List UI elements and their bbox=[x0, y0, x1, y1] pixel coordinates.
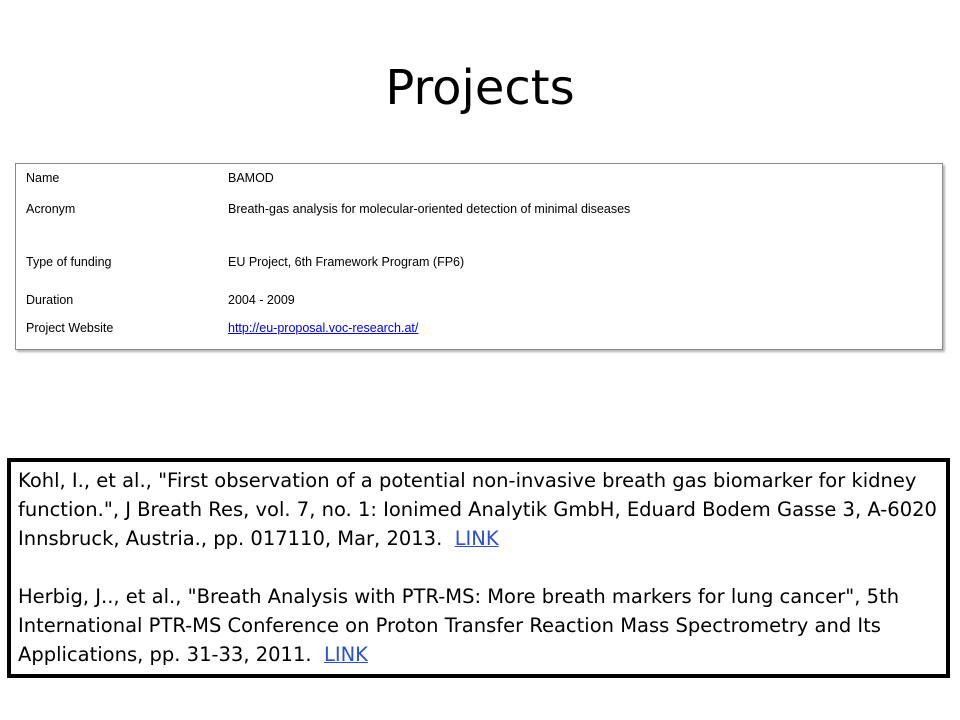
reference-item bbox=[18, 466, 946, 553]
row-value: BAMOD bbox=[228, 171, 274, 185]
row-label: Type of funding bbox=[26, 255, 112, 269]
reference-text: Kohl, I., et al., "First observation of a potential non-invasive breath gas biomarker for kidney function.", J Breath Res, vol. 7, no. 1: Ionimed Analytik GmbH, Eduard Bodem Gasse 3, A-6020 Innsbruck, Austria., pp. 017110, Mar, 2013. bbox=[18, 469, 937, 550]
project-info-table bbox=[15, 163, 943, 350]
row-value bbox=[228, 321, 418, 335]
row-value: 2004 - 2009 bbox=[228, 293, 295, 307]
project-website-link[interactable]: http://eu-proposal.voc-research.at/ bbox=[228, 321, 419, 335]
row-label: Duration bbox=[26, 293, 74, 307]
row-value: Breath-gas analysis for molecular-oriented detection of minimal diseases bbox=[228, 202, 631, 216]
reference-item bbox=[18, 582, 946, 669]
references-box bbox=[7, 458, 950, 678]
row-value: EU Project, 6th Framework Program (FP6) bbox=[228, 255, 465, 269]
reference-link[interactable]: LINK bbox=[454, 527, 499, 550]
reference-text: Herbig, J.., et al., "Breath Analysis with PTR-MS: More breath markers for lung cancer", 5th International PTR-MS Conference on Proton Transfer Reaction Mass Spectrometry and Its Applications, pp. 31-33, 2011. bbox=[18, 585, 900, 666]
page-title: Projects bbox=[385, 60, 575, 116]
row-label: Acronym bbox=[26, 202, 76, 216]
reference-link[interactable]: LINK bbox=[323, 643, 368, 666]
row-label: Project Website bbox=[26, 321, 114, 335]
row-label: Name bbox=[26, 171, 60, 185]
